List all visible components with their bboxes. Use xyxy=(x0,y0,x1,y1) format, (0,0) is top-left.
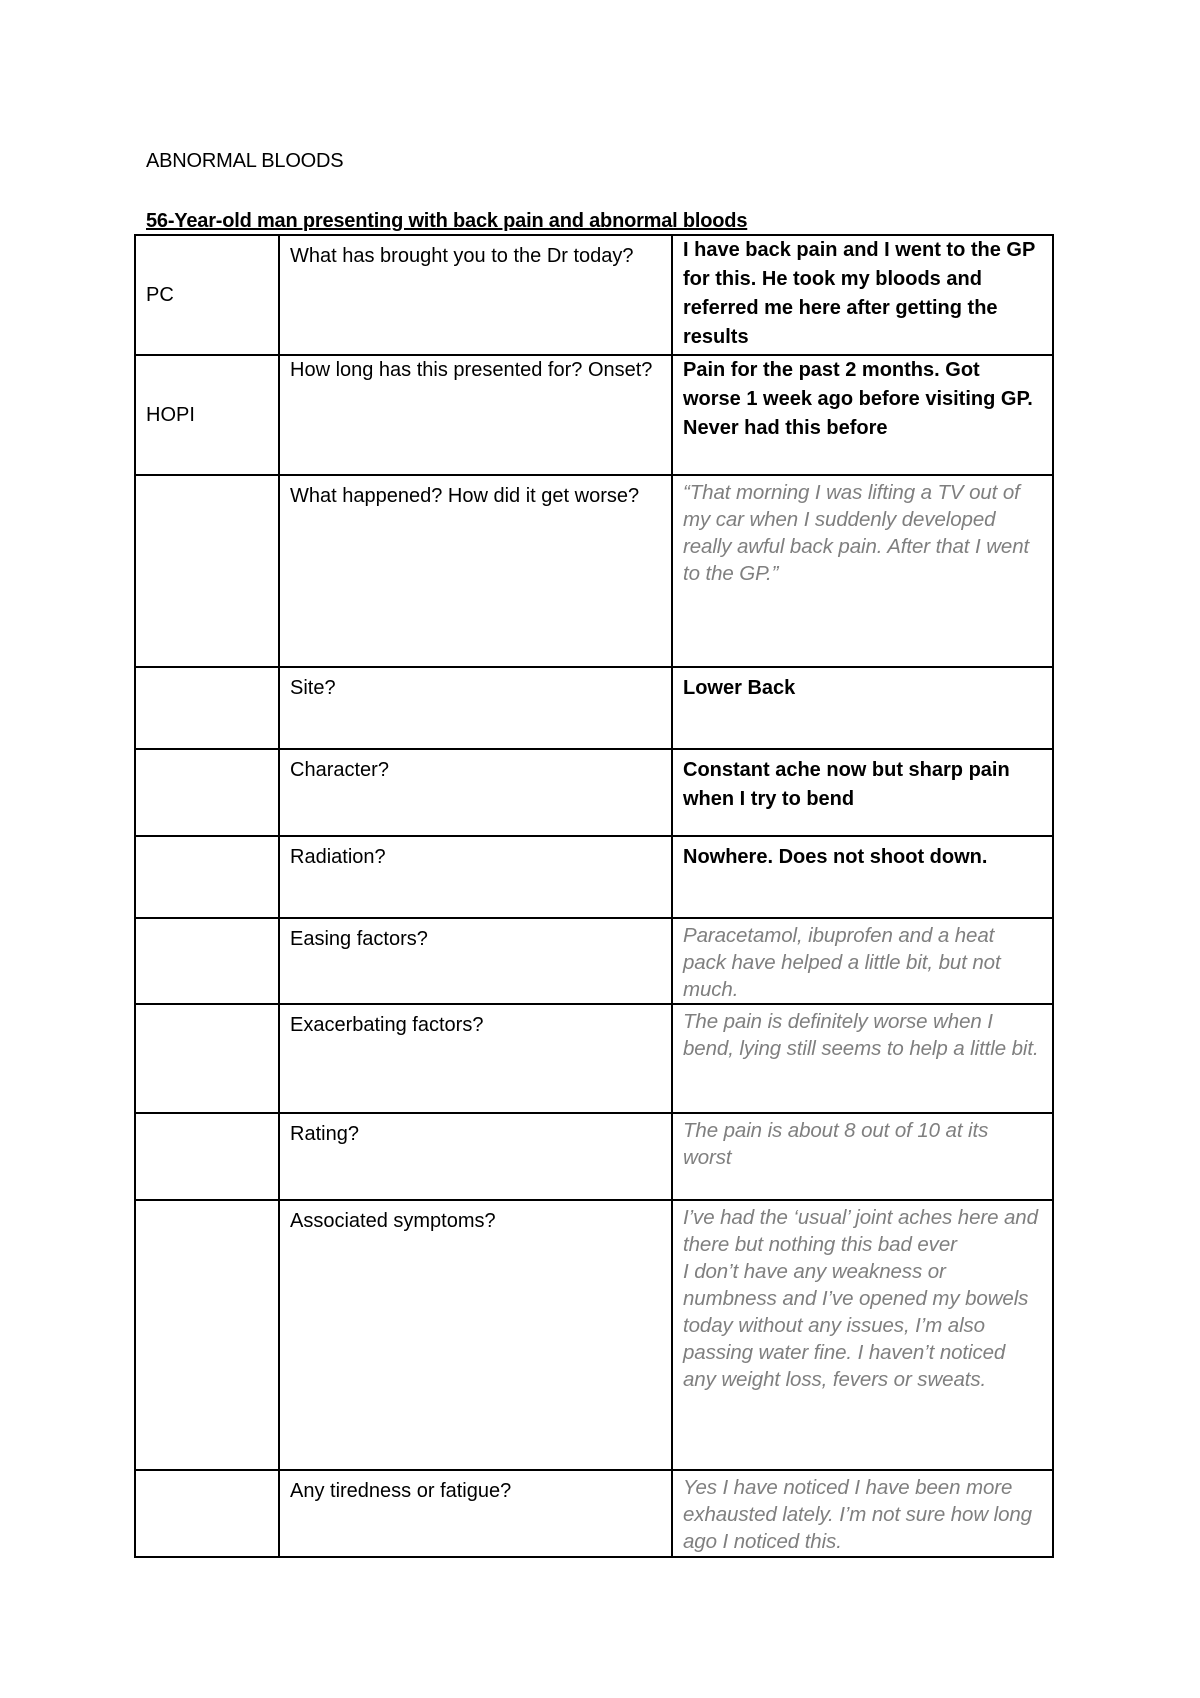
question-cell: Exacerbating factors? xyxy=(279,1004,672,1113)
answer-cell xyxy=(672,1470,1053,1557)
question-cell: What happened? How did it get worse? xyxy=(279,475,672,667)
document-title: ABNORMAL BLOODS xyxy=(146,150,344,172)
answer-cell xyxy=(672,1200,1053,1470)
answer-cell xyxy=(672,235,1053,355)
question-cell: Associated symptoms? xyxy=(279,1200,672,1470)
table-row xyxy=(135,918,1053,1004)
answer-text: The pain is definitely worse when I bend, lying still seems to help a little bit. xyxy=(683,1010,1039,1060)
answer-text: Lower Back xyxy=(683,677,796,699)
table-row xyxy=(135,667,1053,749)
answer-cell xyxy=(672,667,1053,749)
answer-cell xyxy=(672,355,1053,475)
section-label xyxy=(135,836,279,918)
answer-text: I’ve had the ‘usual’ joint aches here and there but nothing this bad ever xyxy=(683,1206,1038,1256)
question-cell: Site? xyxy=(279,667,672,749)
answer-text: I have back pain and I went to the GP for this. He took my bloods and referred me here after getting the results xyxy=(683,239,1035,348)
section-label xyxy=(135,1113,279,1200)
table-row xyxy=(135,1113,1053,1200)
answer-cell xyxy=(672,1004,1053,1113)
answer-text: “That morning I was lifting a TV out of my car when I suddenly developed really awful back pain. After that I went to the GP.” xyxy=(683,481,1030,585)
question-cell: What has brought you to the Dr today? xyxy=(279,235,672,355)
table-row xyxy=(135,1200,1053,1470)
answer-text: The pain is about 8 out of 10 at its worst xyxy=(683,1119,989,1169)
table-row xyxy=(135,355,1053,475)
question-cell: Easing factors? xyxy=(279,918,672,1004)
answer-cell xyxy=(672,475,1053,667)
question-cell: How long has this presented for? Onset? xyxy=(279,355,672,475)
table-row xyxy=(135,1470,1053,1557)
answer-cell xyxy=(672,749,1053,836)
section-label xyxy=(135,667,279,749)
table-row xyxy=(135,235,1053,355)
document-subtitle: 56-Year-old man presenting with back pain and abnormal bloods xyxy=(146,210,748,232)
table-row xyxy=(135,475,1053,667)
answer-text: Constant ache now but sharp pain when I try to bend xyxy=(683,759,1010,810)
answer-text: Paracetamol, ibuprofen and a heat pack have helped a little bit, but not much. xyxy=(683,924,1001,1001)
table-row xyxy=(135,836,1053,918)
question-cell: Radiation? xyxy=(279,836,672,918)
section-label xyxy=(135,1470,279,1557)
section-label xyxy=(135,1200,279,1470)
section-label xyxy=(135,475,279,667)
answer-text: Nowhere. Does not shoot down. xyxy=(683,846,988,868)
answer-cell xyxy=(672,918,1053,1004)
answer-text: Never had this before xyxy=(683,417,888,439)
answer-cell xyxy=(672,836,1053,918)
answer-text: Yes I have noticed I have been more exhausted lately. I’m not sure how long ago I noticed this. xyxy=(683,1476,1032,1553)
answer-text: Pain for the past 2 months. Got worse 1 week ago before visiting GP. xyxy=(683,359,1033,410)
question-cell: Any tiredness or fatigue? xyxy=(279,1470,672,1557)
table-row xyxy=(135,749,1053,836)
answer-text: I don’t have any weakness or numbness and I’ve opened my bowels today without any issues, I’m also passing water fine. I haven’t noticed any weight loss, fevers or sweats. xyxy=(683,1260,1029,1391)
section-label xyxy=(135,1004,279,1113)
question-cell: Rating? xyxy=(279,1113,672,1200)
answer-cell xyxy=(672,1113,1053,1200)
section-label xyxy=(135,918,279,1004)
question-cell: Character? xyxy=(279,749,672,836)
section-label xyxy=(135,749,279,836)
table-row xyxy=(135,1004,1053,1113)
history-table xyxy=(134,234,1054,1558)
section-label: PC xyxy=(135,235,279,355)
section-label: HOPI xyxy=(135,355,279,475)
